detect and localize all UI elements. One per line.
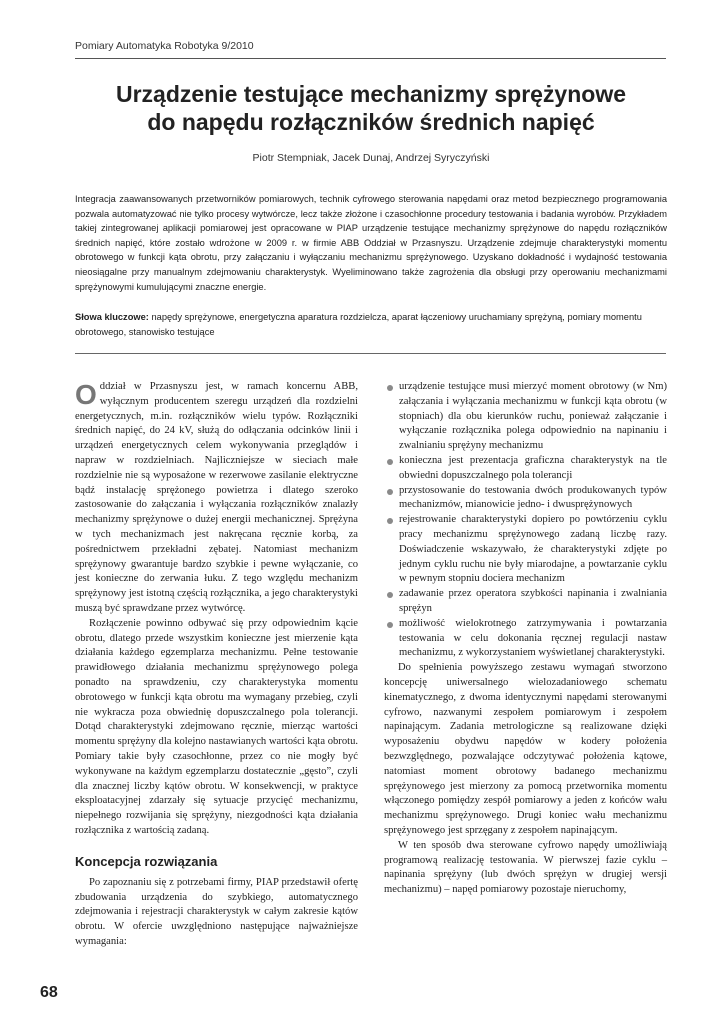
title-line-2: do napędu rozłączników średnich napięć bbox=[147, 109, 595, 135]
list-item: przystosowanie do testowania dwóch produkowanych typów mechanizmów, mianowicie jedno- i dwusprężynowych bbox=[384, 484, 667, 514]
paragraph-intro-text: ddział w Przasnyszu jest, w ramach koncernu ABB, wyłącznym producentem szeregu urządzeń dla rozdzielni energetycznych, m.in. rozłączników wielu typów. Rozłączniki średnich napięć, do 24 kV, służą do odłączania odcinków linii i urządzeń energetycznych celem wykonywania przeglądów i napraw w rozdzielniach. Najliczniejsze w sieciach małe rozdzielnie nie są wyposażone w rezerwowe zasilanie elektryczne bądź instalację sprężonego powietrza i dlatego szeroko zastosowanie do załączania i wyłączania rozłączników znalazły mechanizmy sprężynowe o dużej energii mechanicznej. Sprężyna w tych mechanizmach jest nakręcana ręcznie korbą, za pośrednictwem przekładni zębatej. Natomiast mechanizm sprężynowy gwarantuje bardzo szybkie i pewne wyłączanie, co jest konieczne do zerwania łuku. Z tego względu mechanizm sprężynowy jest istotną częścią rozłącznika, a jego charakterystyki muszą być sprawdzane przez wytwórcę. bbox=[75, 381, 358, 614]
requirements-list bbox=[384, 380, 667, 661]
list-item: możliwość wielokrotnego zatrzymywania i powtarzania testowania w celu dokonania ręcznej regulacji nastaw mechanizmu, z wykorzystaniem wyświetlanej charakterystyki. bbox=[384, 617, 667, 661]
paragraph-2: Rozłączenie powinno odbywać się przy odpowiednim kącie obrotu, dlatego przede wszystkim konieczne jest mierzenie kąta działania każdego egzemplarza mechanizmu. Pełne testowanie prawidłowego działania mechanizmu sprężynowego polega ponadto na sprawdzeniu, czy charakterystyka momentu obrotowego w funkcji kąta obrotu ma wymagany przebieg, czyli nie wykracza poza obwiednię dopuszczalnego pola tolerancji. Dotąd charakterystyki zdejmowano ręcznie, mierząc wartości momentu sprężyny dla kolejno nastawianych wartości kąta obrotu. Pomiary takie były czasochłonne, przez co nie mogły być wykonywane na każdym egzemplarzu dostatecznie „gęsto”, czyli dla znacznej liczby kątów obrotu. W konsekwencji, w praktyce eksploatacyjnej zdarzały się sytuacje przycięć mechanizmu, niepełnego rozwijania się sprężyny, niezgodności kąta działania rozłącznika z wartością zadaną. bbox=[75, 617, 359, 836]
list-item: urządzenie testujące musi mierzyć moment obrotowy (w Nm) załączania i wyłączania mechanizmu w funkcji kąta obrotu (w stopniach) dla obu kierunków ruchu, ponieważ załączanie i wyłączanie rozłącznika polega odpowiednio na napinaniu i zwalnianiu sprężyny mechanizmu bbox=[384, 380, 667, 454]
article-authors: Piotr Stempniak, Jacek Dunaj, Andrzej Syryczyński bbox=[252, 152, 490, 164]
journal-header: Pomiary Automatyka Robotyka 9/2010 bbox=[75, 40, 254, 52]
keywords-label: Słowa kluczowe: bbox=[75, 312, 149, 322]
article-title bbox=[75, 80, 667, 136]
title-line-1: Urządzenie testujące mechanizmy sprężynowe bbox=[115, 81, 627, 107]
abstract: Integracja zaawansowanych przetworników pomiarowych, technik cyfrowego sterowania napędami oraz metod bezpiecznego programowania pozwala automatyzować nie tylko procesy wytwórcze, lecz także złożone i czasochłonne procedury testowania i badania wyrobów. Przykładem takiej zintegrowanej aplikacji pomiarowej jest opracowane w PIAP urządzenie testujące mechanizmy sprężynowe do napędu rozłączników średnich napięć, które zostało wdrożone w 2009 r. w firmie ABB Oddział w Przasnyszu. Urządzenie zdejmuje charakterystyki momentu obrotowego w funkcji kąta obrotu, przy załączaniu i wyłączaniu mechanizmu sprężynowego. Uzyskano dokładność i wydajność testowania nieosiągalne przy manualnym zdejmowaniu charakterystyk. Wyeliminowano także zagrożenia dla obsługi przy operowaniu mechanizmami sprężynowymi kumulującymi znaczne energie. bbox=[75, 194, 667, 292]
list-item: konieczna jest prezentacja graficzna charakterystyk na tle obwiedni dopuszczalnego pola tolerancji bbox=[384, 454, 667, 484]
list-item: rejestrowanie charakterystyki dopiero po powtórzeniu cyklu pracy mechanizmu sprężynowego zadaną liczbę razy. Doświadczenie wskazywało, że charakterystyki zdjęte po jednym cyklu ruchu nie były miarodajne, a powtarzanie cyklu w pewnym stopniu dociera mechanizm bbox=[384, 513, 667, 587]
drop-cap: O bbox=[75, 379, 97, 410]
list-item: zadawanie przez operatora szybkości napinania i zwalniania sprężyn bbox=[384, 587, 667, 617]
header-divider bbox=[75, 58, 666, 59]
page-number: 68 bbox=[40, 984, 58, 1001]
paragraph-5: W ten sposób dwa sterowane cyfrowo napędy umożliwiają programową realizację testowania. W pierwszej fazie cyklu – napinania sprężyny (lub dwóch sprężyn w drugiej wersji mechanizmu) – napęd pomiarowy pozostaje nieruchomy, bbox=[384, 839, 667, 896]
paragraph-4: Do spełnienia powyższego zestawu wymagań stworzono koncepcję uniwersalnego wielozadaniowego schematu kinematycznego, z dwoma identycznymi napędami sterowanymi cyfrowo, nazwanymi zespołem pomiarowym i zespołem napinającym. Zadania metrologiczne są realizowane dzięki wyposażeniu obydwu napędów w kodery położenia bezwzględnego, pozwalające odczytywać położenia kątowe, natomiast moment obrotowy badanego mechanizmu sprężynowego jest mierzony za pomocą przetwornika momentu włączonego pomiędzy zespół pomiarowy a jeden z końców wału mechanizmu sprężynowego. Drugi koniec wału mechanizmu sprężynowego jest sprzęgany z zespołem napinającym. bbox=[384, 662, 667, 836]
keywords bbox=[75, 310, 667, 339]
body-column-left bbox=[75, 380, 358, 950]
paragraph-3: Po zapoznaniu się z potrzebami firmy, PIAP przedstawił ofertę zbudowania urządzenia do szybkiego, automatycznego zdejmowania i rejestracji charakterystyk w całym zakresie kątów obrotu. W ofercie uwzględniono następujące najważniejsze wymagania: bbox=[75, 876, 358, 947]
paragraph-intro bbox=[75, 380, 358, 617]
body-column-right bbox=[384, 380, 667, 898]
keywords-text: napędy sprężynowe, energetyczna aparatura rozdzielcza, aparat łączeniowy uruchamiany sprężyną, pomiary momentu obrotowego, stanowisko testujące bbox=[75, 312, 642, 337]
section-heading: Koncepcja rozwiązania bbox=[75, 853, 218, 869]
abstract-divider bbox=[75, 353, 666, 354]
